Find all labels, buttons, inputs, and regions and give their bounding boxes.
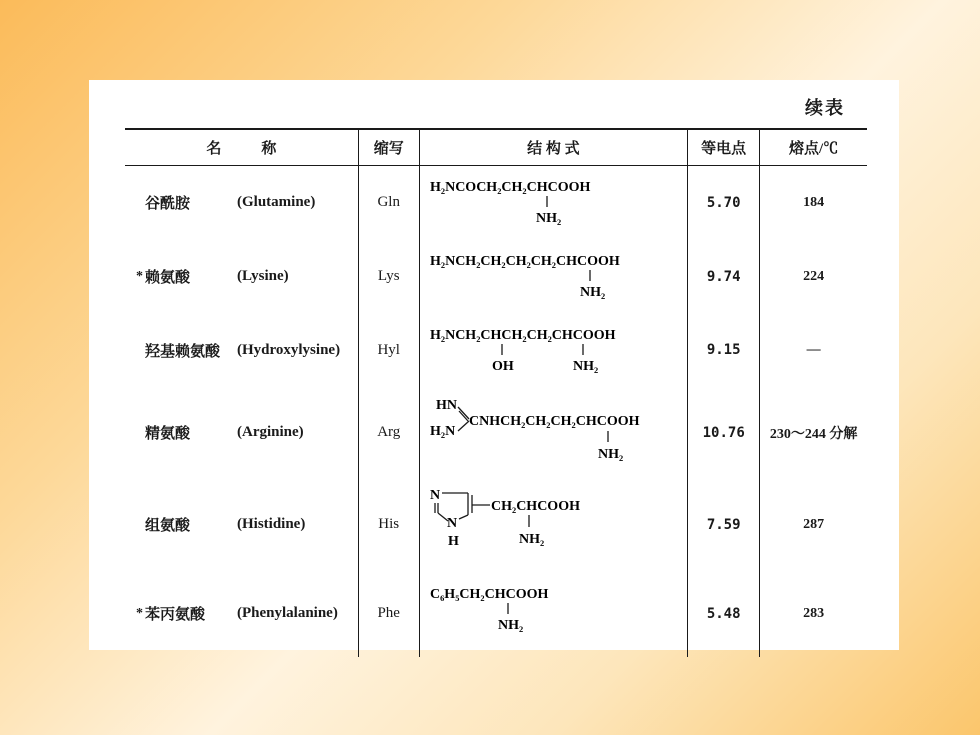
pi-cell: 9.74 — [688, 240, 760, 314]
pi-cell: 5.48 — [688, 571, 760, 657]
header-row — [125, 129, 867, 166]
structure-sub: NH₂ — [597, 447, 623, 462]
ring-n-top: N — [429, 488, 440, 503]
name-zh: 谷酰胺 — [145, 196, 191, 213]
structure-h2n: H₂N — [429, 424, 455, 439]
essential-marker: * — [136, 268, 143, 284]
name-en: (Glutamine) — [237, 194, 316, 211]
mp-cell: 287 — [760, 479, 867, 571]
table-page — [89, 80, 899, 650]
header-name: 名称 — [125, 129, 358, 166]
structure-main: H₂NCH₂CHCH₂CH₂CHCOOH — [429, 327, 616, 343]
amino-acid-table — [125, 128, 867, 657]
table-row — [125, 479, 867, 571]
name-en: (Hydroxylysine) — [237, 341, 341, 358]
name-zh: 赖氨酸 — [145, 270, 191, 286]
mp-cell: 184 — [760, 166, 867, 240]
structure-cell — [419, 166, 688, 240]
name-zh: 精氨酸 — [145, 426, 191, 442]
table-continuation-note: 续表 — [805, 98, 845, 118]
structure-cell — [419, 387, 688, 479]
mp-cell: — — [760, 314, 867, 387]
structure-cell — [419, 571, 688, 657]
table-row — [125, 240, 867, 314]
name-en: (Histidine) — [237, 516, 306, 532]
structure-hn: HN — [435, 398, 457, 413]
histidine-structure — [428, 481, 678, 563]
structure-sub: NH₂ — [579, 285, 605, 300]
structure-cell — [419, 314, 688, 387]
mp-cell: 224 — [760, 240, 867, 314]
arginine-structure — [428, 389, 680, 471]
ring-h: H — [447, 534, 459, 549]
header-abbr: 缩写 — [358, 129, 419, 166]
glutamine-structure — [428, 169, 678, 231]
mp-cell: 283 — [760, 571, 867, 657]
structure-sub-nh2: NH₂ — [572, 358, 598, 374]
table-row — [125, 571, 867, 657]
name-zh: 羟基赖氨酸 — [145, 343, 221, 360]
structure-sub-oh: OH — [491, 358, 514, 374]
mp-cell: 230～244 分解 — [760, 387, 867, 479]
name-zh: 组氨酸 — [145, 518, 191, 534]
abbr-cell: Phe — [358, 571, 419, 657]
pi-cell: 7.59 — [688, 479, 760, 571]
name-zh: 苯丙氨酸 — [145, 607, 206, 623]
structure-main: CH₂CHCOOH — [490, 499, 580, 514]
structure-main: H₂NCH₂CH₂CH₂CH₂CHCOOH — [429, 254, 620, 269]
essential-marker: * — [136, 605, 143, 621]
abbr-cell: Hyl — [358, 314, 419, 387]
structure-cell — [419, 479, 688, 571]
table-row — [125, 387, 867, 479]
name-en: (Phenylalanine) — [237, 605, 338, 621]
structure-main: C₆H₅CH₂CHCOOH — [429, 587, 548, 602]
table-row — [125, 166, 867, 240]
abbr-cell: Lys — [358, 240, 419, 314]
pi-cell: 9.15 — [688, 314, 760, 387]
structure-sub: NH₂ — [497, 618, 523, 633]
pi-cell: 10.76 — [688, 387, 760, 479]
ring-n-bottom: N — [446, 516, 457, 531]
structure-main: H₂NCOCH₂CH₂CHCOOH — [429, 180, 590, 196]
phenylalanine-structure — [428, 576, 678, 646]
lysine-structure — [428, 243, 678, 305]
structure-sub: NH₂ — [535, 211, 561, 227]
abbr-cell: Gln — [358, 166, 419, 240]
name-en: (Arginine) — [237, 424, 304, 440]
structure-sub: NH₂ — [518, 532, 544, 547]
structure-cell — [419, 240, 688, 314]
hydroxylysine-structure — [428, 317, 678, 379]
pi-cell: 5.70 — [688, 166, 760, 240]
header-pi: 等电点 — [688, 129, 760, 166]
abbr-cell: His — [358, 479, 419, 571]
header-mp: 熔点/℃ — [760, 129, 867, 166]
name-en: (Lysine) — [237, 268, 289, 284]
structure-main: CNHCH₂CH₂CH₂CHCOOH — [468, 414, 640, 429]
table-row — [125, 314, 867, 387]
header-structure: 结 构 式 — [419, 129, 688, 166]
abbr-cell: Arg — [358, 387, 419, 479]
